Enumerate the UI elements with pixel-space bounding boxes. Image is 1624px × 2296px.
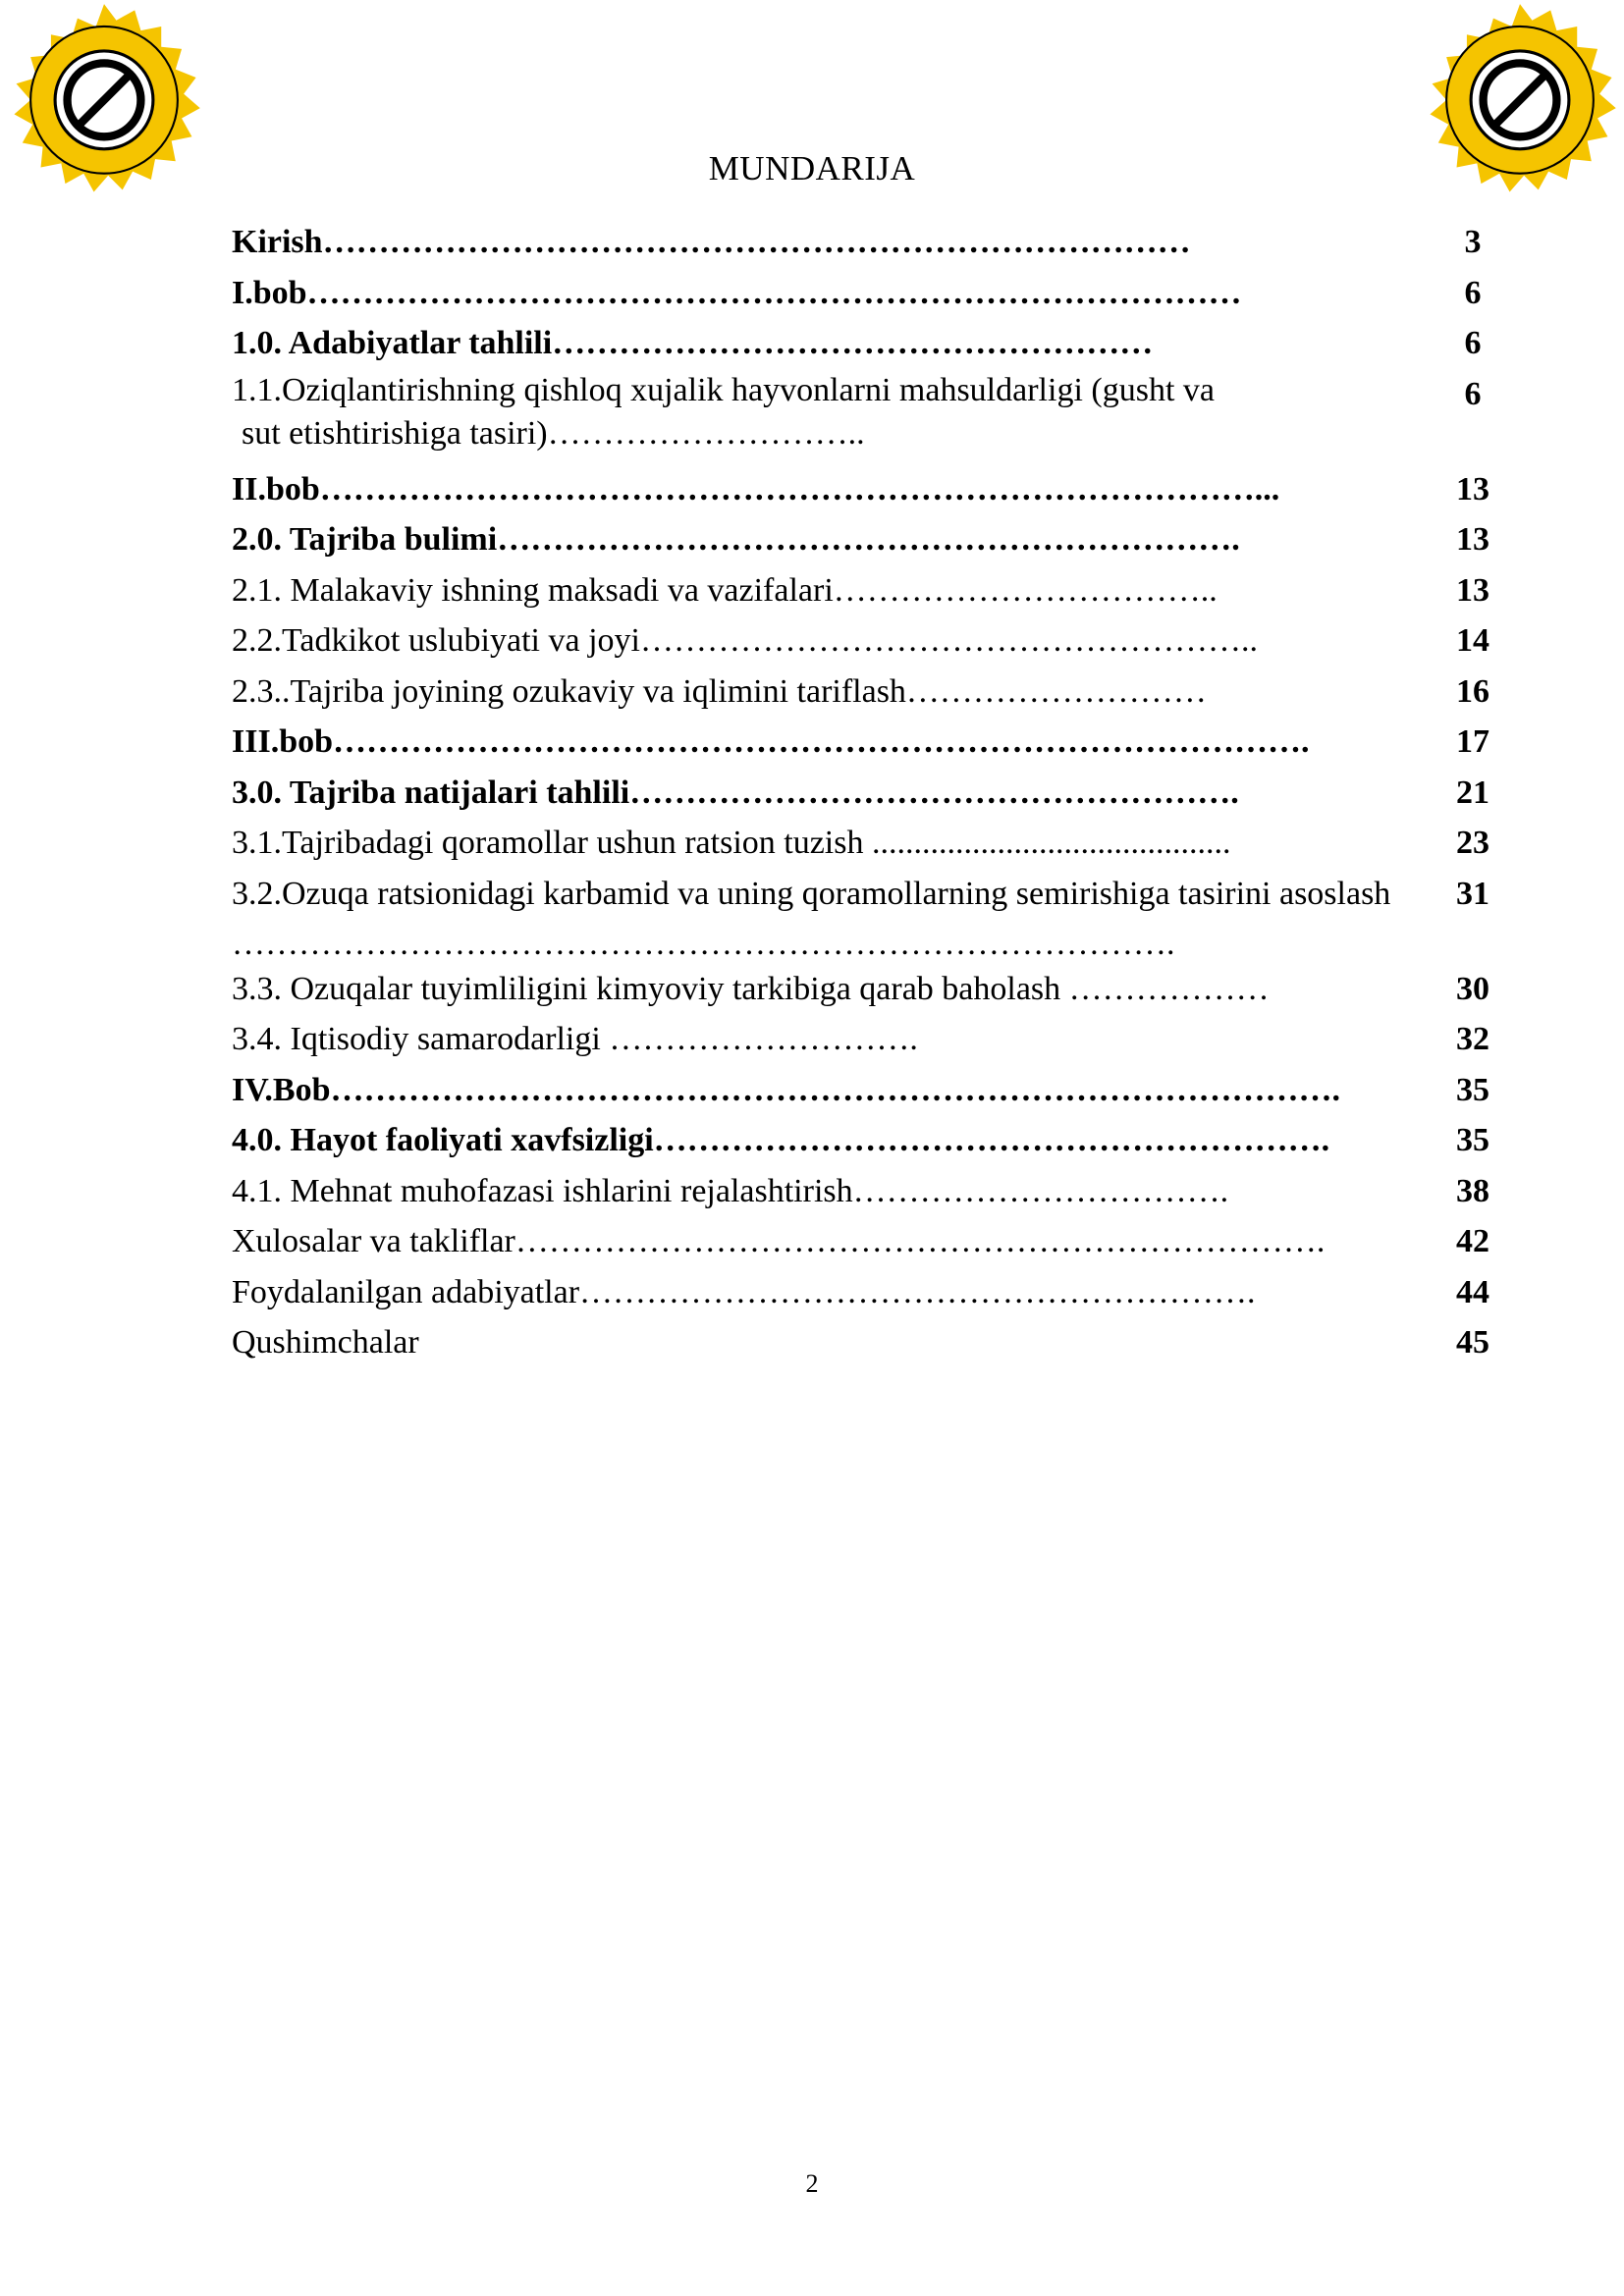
toc-entry-label-line2: sut etishtirishiga tasiri)………………………..: [242, 414, 865, 452]
toc-entry: [232, 964, 1508, 1015]
toc-entry-label: Kirish……………………………………………………………………: [232, 224, 1191, 260]
toc-entry: [232, 217, 1508, 268]
toc-entry-page: 44: [1456, 1273, 1489, 1310]
toc-entry: [232, 1166, 1508, 1217]
toc-entry-label: IV.Bob……………………………………………………………………………….: [232, 1071, 1340, 1108]
toc-entry-page: 35: [1456, 1122, 1489, 1158]
toc-entry-page: 32: [1456, 1021, 1489, 1057]
toc-entry-page: 38: [1456, 1172, 1489, 1209]
toc-entry-label: 3.3. Ozuqalar tuyimliligini kimyoviy tarkibiga qarab baholash ………………: [232, 970, 1270, 1007]
page-title: MUNDARIJA: [708, 149, 916, 187]
toc-entry-label: [232, 369, 1430, 455]
toc-entry-label: 2.3..Tajriba joyining ozukaviy va iqlimini tariflash………………………: [232, 672, 1207, 710]
toc-entry: [232, 565, 1508, 616]
toc-entry: [232, 1065, 1508, 1116]
toc-entry: [232, 1267, 1508, 1318]
toc-entry-label: 2.2.Tadkikot uslubiyati va joyi………………………………………………..: [232, 622, 1258, 659]
toc-entry: [232, 615, 1508, 667]
toc-entry-label: I.bob…………………………………………………………………………: [232, 274, 1242, 311]
toc-entry-label: 3.2.Ozuqa ratsionidagi karbamid va uning qoramollarning semirishiga tasirini asoslash ………………………………………………………………………….: [232, 875, 1391, 962]
toc-entry-page: 21: [1456, 774, 1489, 811]
toc-entry-page: 45: [1456, 1324, 1489, 1361]
toc-entry: [232, 464, 1508, 515]
toc-entry-label: Foydalanilgan adabiyatlar…………………………………………………….: [232, 1273, 1256, 1310]
toc-entry: [232, 818, 1508, 869]
toc-entry-label: 1.0. Adabiyatlar tahlili………………………………………………: [232, 325, 1154, 361]
toc-entry-label: 4.0. Hayot faoliyati xavfsizligi…………………………………………………….: [232, 1122, 1330, 1158]
toc-entry: [232, 369, 1508, 464]
toc-entry-label: Qushimchalar: [232, 1324, 419, 1361]
toc-entry-page: 14: [1456, 622, 1489, 659]
toc-entry-page: 42: [1456, 1223, 1489, 1259]
toc-entry-label: 3.1.Tajribadagi qoramollar ushun ratsion tuzish ...........................................: [232, 825, 1231, 861]
toc-entry-label: 2.0. Tajriba bulimi………………………………………………………….: [232, 521, 1240, 558]
toc-entry: [232, 768, 1508, 819]
toc-entry-label: 3.4. Iqtisodiy samarodarligi ……………………….: [232, 1021, 918, 1057]
toc-entry-page: 6: [1464, 274, 1482, 311]
toc-entry-page: 6: [1464, 325, 1482, 361]
toc-entry-label: II.bob…………………………………………………………………………...: [232, 470, 1280, 507]
toc-entry-page: 13: [1456, 571, 1489, 609]
toc-entry: [232, 667, 1508, 718]
toc-entry: [232, 318, 1508, 369]
toc-entry-page: 30: [1456, 970, 1489, 1007]
toc-entry: [232, 1317, 1508, 1368]
toc-entry-page: 13: [1456, 470, 1489, 507]
toc-entry: [232, 717, 1508, 768]
toc-entry-page: 35: [1456, 1071, 1489, 1108]
toc-entry-page: 13: [1456, 521, 1489, 558]
toc-entry: [232, 1216, 1508, 1267]
toc-entry-label: Xulosalar va takliflar……………………………………………………………….: [232, 1223, 1326, 1259]
page-number: 2: [805, 2169, 819, 2198]
toc-entry: [232, 1014, 1508, 1065]
toc-entry-page: 31: [1456, 875, 1489, 912]
toc-entry-label: 2.1. Malakaviy ishning maksadi va vazifalari……………………………..: [232, 571, 1218, 609]
toc-entry-page: 23: [1456, 825, 1489, 861]
toc-entry: [232, 268, 1508, 319]
toc-entry-page: 6: [1464, 375, 1482, 412]
toc-entry: [232, 514, 1508, 565]
toc-entry: [232, 869, 1508, 964]
toc-entry-label: III.bob…………………………………………………………………………….: [232, 723, 1310, 760]
toc-entry-page: 16: [1456, 672, 1489, 710]
toc-entry: [232, 1115, 1508, 1166]
toc-entry-page: 3: [1464, 224, 1482, 260]
toc-entry-label: 4.1. Mehnat muhofazasi ishlarini rejalashtirish…………………………….: [232, 1172, 1229, 1209]
toc-entry-label-line1: 1.1.Oziqlantirishning qishloq xujalik hayvonlarni mahsuldarligi (gusht va: [232, 371, 1215, 408]
toc-entry-page: 17: [1456, 723, 1489, 760]
toc-entry-label: 3.0. Tajriba natijalari tahlili……………………………………………….: [232, 774, 1239, 811]
table-of-contents: [232, 217, 1508, 1368]
